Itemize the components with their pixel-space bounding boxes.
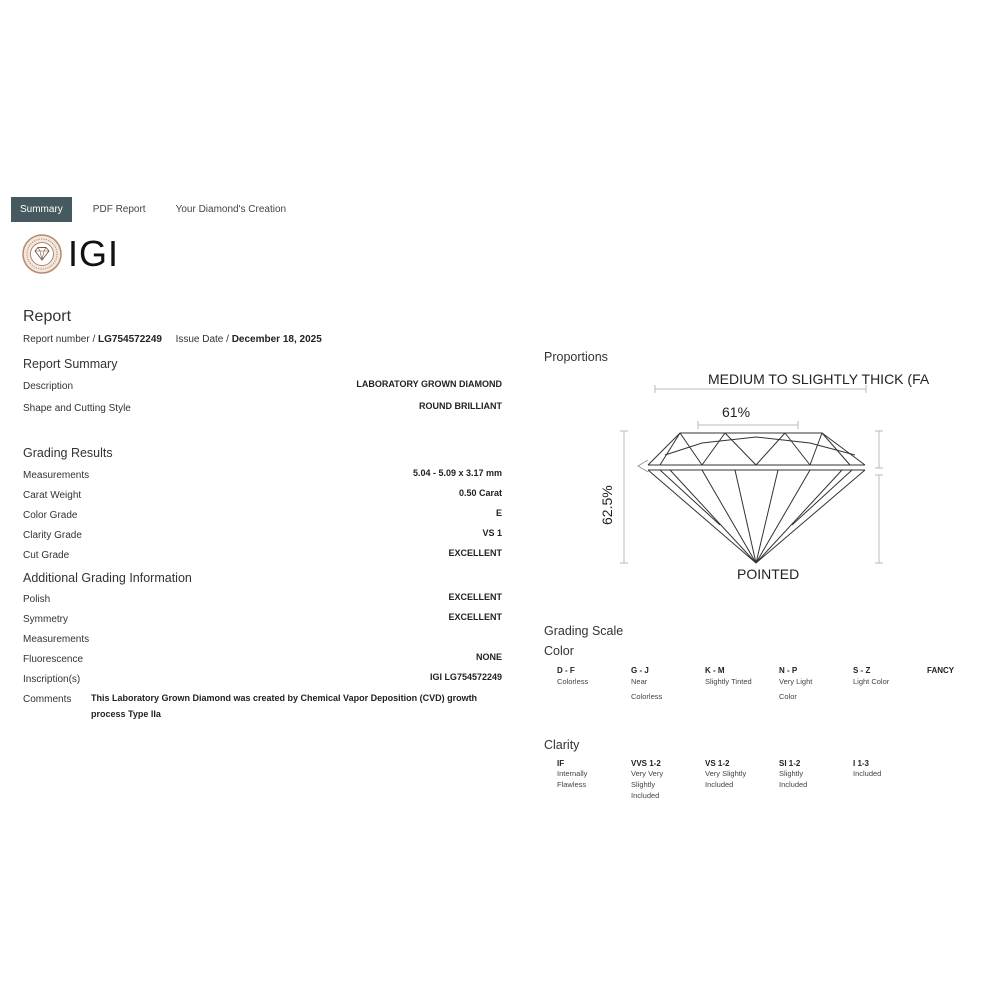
clarity-scale-desc: Slightly — [779, 769, 804, 778]
fluorescence-label: Fluorescence — [23, 654, 84, 665]
report-tabs — [11, 197, 295, 222]
additional-measurements-label: Measurements — [23, 634, 90, 645]
color-scale-item-fancy — [927, 666, 954, 675]
clarity-scale-desc: Very Slightly — [705, 769, 747, 778]
inscription-label: Inscription(s) — [23, 674, 81, 685]
proportions-diagram — [560, 365, 960, 590]
clarity-scale-grade: VS 1-2 — [705, 759, 730, 768]
clarity-scale-grade: SI 1-2 — [779, 759, 801, 768]
comments-line-2: process Type IIa — [91, 709, 161, 719]
shape-value: ROUND BRILLIANT — [419, 401, 502, 411]
issue-date-label: Issue Date / — [175, 334, 229, 345]
cut-grade-label: Cut Grade — [23, 550, 70, 561]
depth-label: 62.5% — [599, 485, 615, 525]
clarity-scale-grade: I 1-3 — [853, 759, 870, 768]
color-scale-item-g-j — [631, 666, 662, 704]
clarity-scale-desc: Very Very — [631, 769, 664, 778]
grading-scale-title: Grading Scale — [544, 624, 624, 638]
polish-value: EXCELLENT — [448, 592, 502, 602]
inscription-value: IGI LG754572249 — [429, 672, 502, 682]
clarity-scale-grade: IF — [557, 759, 565, 768]
symmetry-value: EXCELLENT — [448, 612, 502, 622]
comments-value — [91, 690, 477, 722]
comments-line-1: This Laboratory Grown Diamond was created by Chemical Vapor Deposition (CVD) growth — [91, 693, 478, 703]
tab-summary[interactable]: Summary — [11, 197, 72, 222]
additional-grading-title: Additional Grading Information — [23, 571, 192, 585]
color-scale-desc: Light Color — [853, 677, 890, 686]
color-scale-grade: N - P — [779, 666, 798, 675]
color-scale-grade: K - M — [705, 666, 725, 675]
clarity-scale-item-i — [853, 759, 881, 779]
girdle-label: MEDIUM TO SLIGHTLY THICK (FA — [708, 371, 930, 387]
color-grade-value: E — [495, 508, 502, 518]
color-grade-label: Color Grade — [23, 510, 78, 521]
carat-weight-value: 0.50 Carat — [458, 488, 502, 498]
igi-wordmark: IGI — [68, 233, 120, 274]
clarity-scale-item-vs — [705, 759, 746, 790]
clarity-scale-desc: Slightly — [631, 780, 656, 789]
shape-label: Shape and Cutting Style — [23, 403, 131, 414]
report-title: Report — [23, 308, 72, 325]
igi-logo — [22, 234, 119, 274]
color-scale-item-k-m — [705, 666, 752, 690]
clarity-scale-desc: Flawless — [557, 780, 587, 789]
diamond-profile-icon — [648, 433, 865, 563]
color-scale-desc: Colorless — [631, 691, 663, 701]
report-summary-title: Report Summary — [23, 357, 118, 371]
issue-date: December 18, 2025 — [231, 334, 322, 345]
measurements-value: 5.04 - 5.09 x 3.17 mm — [412, 468, 502, 478]
color-scale-grade: G - J — [631, 666, 649, 675]
clarity-scale-item-vvs — [631, 759, 663, 801]
clarity-scale-desc: Included — [705, 780, 734, 789]
clarity-scale-desc: Included — [779, 780, 808, 789]
table-label: 61% — [722, 404, 751, 420]
girdle-arrow-icon — [638, 460, 648, 472]
fluorescence-value: NONE — [475, 652, 502, 662]
symmetry-label: Symmetry — [23, 614, 68, 625]
color-scale-grade: S - Z — [853, 666, 871, 675]
description-label: Description — [23, 381, 74, 392]
culet-label: POINTED — [737, 566, 800, 582]
clarity-scale-item-si — [779, 759, 807, 790]
color-scale-title: Color — [544, 644, 574, 658]
report-number: LG754572249 — [98, 334, 162, 345]
report-meta — [23, 334, 322, 345]
description-value: LABORATORY GROWN DIAMOND — [356, 379, 502, 389]
clarity-scale-grade: VVS 1-2 — [631, 759, 661, 768]
polish-label: Polish — [23, 594, 51, 605]
color-scale-item-d-f — [557, 666, 588, 690]
color-scale-item-s-z — [853, 666, 889, 690]
clarity-grade-label: Clarity Grade — [23, 530, 82, 541]
color-scale-desc: Color — [779, 691, 797, 701]
measurements-label: Measurements — [23, 470, 90, 481]
color-scale-desc: Colorless — [557, 677, 589, 686]
tab-diamond-creation[interactable]: Your Diamond's Creation — [175, 204, 287, 215]
clarity-scale-desc: Included — [631, 791, 660, 800]
color-scale-item-n-p — [779, 666, 812, 704]
proportions-title: Proportions — [544, 350, 608, 364]
color-scale-desc: Near — [631, 677, 648, 686]
cut-grade-value: EXCELLENT — [448, 548, 502, 558]
color-scale-grade: FANCY — [927, 666, 955, 675]
report-number-label: Report number / — [23, 334, 96, 345]
clarity-scale-item-if — [557, 759, 587, 790]
clarity-scale-desc: Included — [853, 769, 882, 778]
color-scale-desc: Slightly Tinted — [705, 677, 752, 686]
color-scale-desc: Very Light — [779, 677, 813, 686]
clarity-scale-title: Clarity — [544, 738, 580, 752]
clarity-scale-desc: Internally — [557, 769, 588, 778]
comments-label: Comments — [23, 694, 72, 705]
grading-results-title: Grading Results — [23, 446, 113, 460]
tab-pdf-report[interactable]: PDF Report — [92, 204, 146, 215]
color-scale-grade: D - F — [557, 666, 575, 675]
clarity-grade-value: VS 1 — [482, 528, 502, 538]
carat-weight-label: Carat Weight — [23, 490, 82, 501]
igi-seal-icon — [22, 234, 62, 274]
